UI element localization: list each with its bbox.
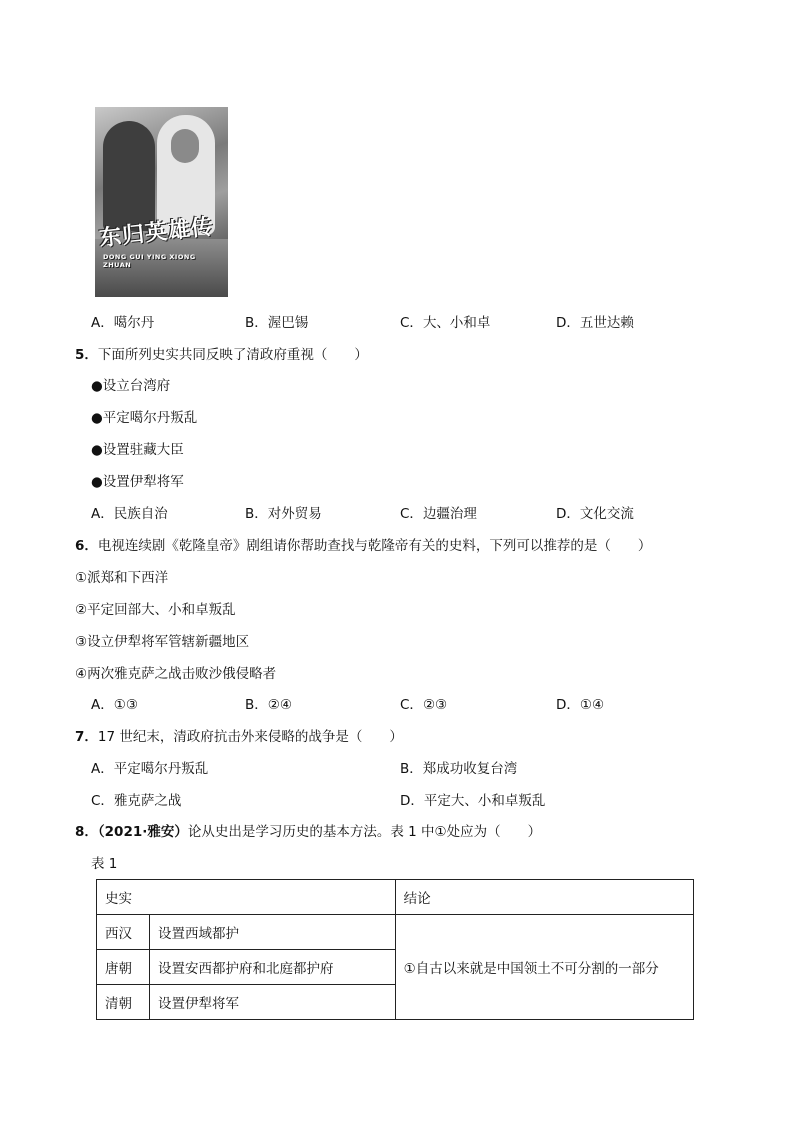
q4-option-a: A．噶尔丹 <box>91 315 155 331</box>
q6-item: ③设立伊犁将军管辖新疆地区 <box>75 634 250 650</box>
q6-item: ④两次雅克萨之战击败沙俄侵略者 <box>75 666 277 682</box>
table-cell-conclusion: ①自古以来就是中国领土不可分割的一部分 <box>395 915 693 1020</box>
q7-option-b: B．郑成功收复台湾 <box>400 761 518 777</box>
q6-item: ①派郑和下西洋 <box>75 570 169 586</box>
q6-stem: 6．电视连续剧《乾隆皇帝》剧组请你帮助查找与乾隆帝有关的史料，下列可以推荐的是（ ） <box>75 538 652 554</box>
q8-table <box>96 879 694 1020</box>
q8-table-caption: 表 1 <box>91 856 118 872</box>
q5-bullet: ●设立台湾府 <box>91 378 171 394</box>
q5-bullet: ●设置驻藏大臣 <box>91 442 184 458</box>
q5-option-d: D．文化交流 <box>556 506 634 522</box>
q6-item: ②平定回部大、小和卓叛乱 <box>75 602 236 618</box>
poster-title-art: 东归英雄传 <box>97 213 216 252</box>
table-cell-fact: 设置安西都护府和北庭都护府 <box>150 950 396 985</box>
q5-stem: 5．下面所列史实共同反映了清政府重视（ ） <box>75 347 368 363</box>
q5-option-c: C．边疆治理 <box>400 506 477 522</box>
drama-poster-image <box>95 107 228 297</box>
q6-option-a: A．①③ <box>91 697 138 713</box>
table-cell-fact: 设置伊犁将军 <box>150 985 396 1020</box>
q8-stem: 8．（2021·雅安）论从史出是学习历史的基本方法。表 1 中①处应为（ ） <box>75 824 542 840</box>
q7-option-c: C．雅克萨之战 <box>91 793 182 809</box>
q5-bullet: ●设置伊犁将军 <box>91 474 184 490</box>
q7-option-a: A．平定噶尔丹叛乱 <box>91 761 209 777</box>
table-row <box>97 915 694 950</box>
table-header-facts: 史实 <box>97 880 396 915</box>
q4-option-d: D．五世达赖 <box>556 315 634 331</box>
table-header-conclusion: 结论 <box>395 880 693 915</box>
q6-option-b: B．②④ <box>245 697 292 713</box>
q4-option-c: C．大、小和卓 <box>400 315 491 331</box>
q6-option-d: D．①④ <box>556 697 605 713</box>
table-cell-dynasty: 西汉 <box>97 915 150 950</box>
q5-option-a: A．民族自治 <box>91 506 168 522</box>
poster-face <box>171 129 199 163</box>
poster-figure-left <box>103 121 155 231</box>
q6-option-c: C．②③ <box>400 697 448 713</box>
q4-option-b: B．渥巴锡 <box>245 315 309 331</box>
table-header-row <box>97 880 694 915</box>
q5-option-b: B．对外贸易 <box>245 506 322 522</box>
table-cell-dynasty: 唐朝 <box>97 950 150 985</box>
table-cell-fact: 设置西域都护 <box>150 915 396 950</box>
q7-option-d: D．平定大、小和卓叛乱 <box>400 793 546 809</box>
q5-bullet: ●平定噶尔丹叛乱 <box>91 410 198 426</box>
table-cell-dynasty: 清朝 <box>97 985 150 1020</box>
poster-subtitle-art: DONG GUI YING XIONG ZHUAN <box>103 253 196 269</box>
q7-stem: 7．17 世纪末，清政府抗击外来侵略的战争是（ ） <box>75 729 403 745</box>
